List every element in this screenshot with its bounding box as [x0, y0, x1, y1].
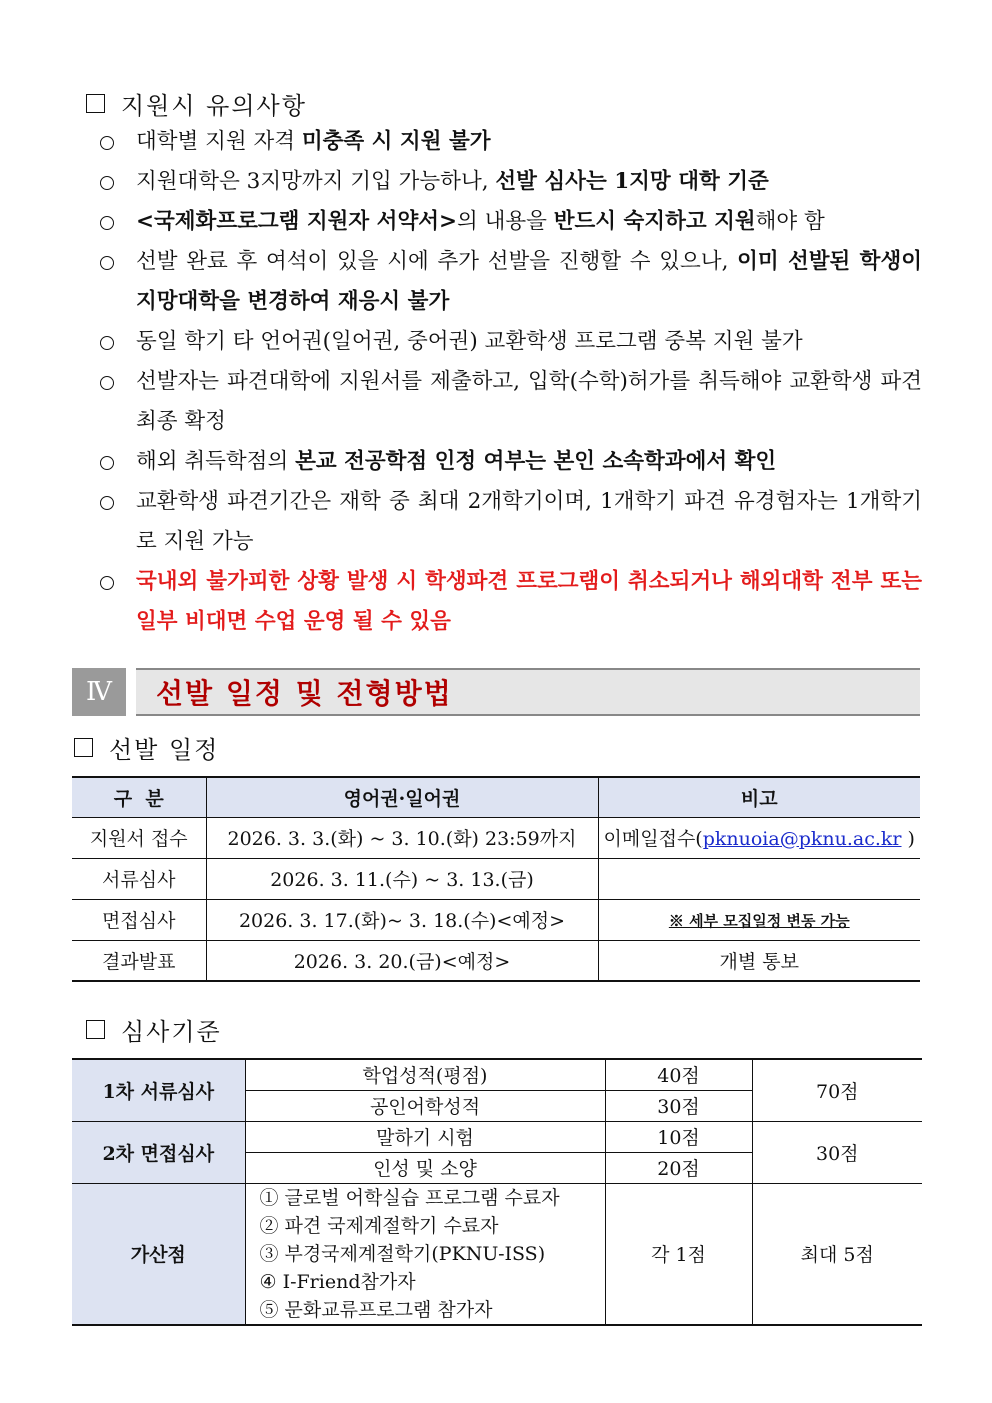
- row-date: 2026. 3. 17.(화)~ 3. 18.(수)<예정>: [206, 899, 598, 940]
- list-item-text: 지원대학은 3지망까지 기입 가능하나,: [136, 169, 496, 194]
- bullet-circle-icon: [100, 576, 114, 590]
- bonus-item: ⑤ 문화교류프로그램 참가자: [259, 1298, 493, 1321]
- list-item: [100, 322, 922, 362]
- row-note: [598, 899, 920, 940]
- checkbox-square-icon: [86, 1020, 105, 1039]
- list-item-text: 본교 전공학점 인정 여부는 본인 소속학과에서 확인: [295, 449, 777, 474]
- row-note: 개별 통보: [598, 940, 920, 981]
- bonus-label: 가산점: [72, 1183, 245, 1325]
- table-row: [72, 940, 920, 981]
- bonus-score: 각 1점: [605, 1183, 752, 1325]
- header-category: 구 분: [72, 777, 206, 817]
- bullet-circle-icon: [100, 336, 114, 350]
- header-period: 영어권·일어권: [206, 777, 598, 817]
- criteria-item: 공인어학성적: [245, 1090, 605, 1121]
- round1-total: 70점: [752, 1059, 922, 1121]
- list-item-text: <국제화프로그램 지원자 서약서>: [136, 209, 457, 234]
- table-row: [72, 1183, 922, 1325]
- table-row: [72, 858, 920, 899]
- schedule-heading-text: 선발 일정: [109, 736, 220, 764]
- row-label: 서류심사: [72, 858, 206, 899]
- criteria-score: 10점: [605, 1121, 752, 1152]
- round2-label: 2차 면접심사: [72, 1121, 245, 1183]
- schedule-change-note: ※ 세부 모집일정 변동 가능: [668, 911, 850, 930]
- list-item: [100, 202, 922, 242]
- table-row: [72, 1121, 922, 1152]
- bullet-circle-icon: [100, 136, 114, 150]
- list-item-text: 해야 함: [755, 209, 825, 234]
- bullet-circle-icon: [100, 376, 114, 390]
- checkbox-square-icon: [74, 738, 93, 757]
- list-item: [100, 362, 922, 442]
- criteria-score: 30점: [605, 1090, 752, 1121]
- list-item: [100, 242, 922, 322]
- header-note: 비고: [598, 777, 920, 817]
- table-header-row: [72, 777, 920, 817]
- bonus-item: ② 파견 국제계절학기 수료자: [259, 1214, 499, 1237]
- section-banner: [72, 668, 920, 716]
- list-item: [100, 122, 922, 162]
- row-label: 면접심사: [72, 899, 206, 940]
- email-link[interactable]: pknuoia@pknu.ac.kr: [702, 828, 902, 850]
- schedule-table: [72, 776, 920, 982]
- list-item-text: 선발자는 파견대학에 지원서를 제출하고, 입학(수학)허가를 취득해야 교환학생 파견 최종 확정: [136, 369, 922, 434]
- row-note: [598, 858, 920, 899]
- round1-label: 1차 서류심사: [72, 1059, 245, 1121]
- bonus-item: ④ I-Friend참가자: [259, 1270, 416, 1293]
- round2-total: 30점: [752, 1121, 922, 1183]
- bonus-items: [245, 1183, 605, 1325]
- criteria-score: 40점: [605, 1059, 752, 1090]
- criteria-item: 인성 및 소양: [245, 1152, 605, 1183]
- section-title: 선발 일정 및 전형방법: [136, 668, 920, 716]
- row-date: 2026. 3. 3.(화) ~ 3. 10.(화) 23:59까지: [206, 817, 598, 858]
- criteria-heading: [86, 1012, 222, 1047]
- row-date: 2026. 3. 20.(금)<예정>: [206, 940, 598, 981]
- bullet-circle-icon: [100, 216, 114, 230]
- criteria-table: [72, 1058, 922, 1326]
- list-item-text: 선발 완료 후 여석이 있을 시에 추가 선발을 진행할 수 있으나,: [136, 249, 738, 274]
- list-item-text: 대학별 지원 자격: [136, 129, 302, 154]
- list-item: [100, 562, 922, 642]
- list-item: [100, 162, 922, 202]
- list-item-text: 국내외 불가피한 상황 발생 시 학생파견 프로그램이 취소되거나 해외대학 전부 또는 일부 비대면 수업 운영 될 수 있음: [136, 569, 922, 634]
- row-label: 결과발표: [72, 940, 206, 981]
- row-note: [598, 817, 920, 858]
- criteria-heading-text: 심사기준: [121, 1018, 222, 1046]
- bonus-item: ① 글로벌 어학실습 프로그램 수료자: [259, 1186, 560, 1209]
- table-row: [72, 817, 920, 858]
- note-suffix: ): [901, 828, 915, 850]
- list-item: [100, 482, 922, 562]
- section-number: Ⅳ: [72, 668, 126, 716]
- bullet-circle-icon: [100, 176, 114, 190]
- list-item-text: 이미 선발된 학생이 지망대학을 변경하여 재응시 불가: [136, 249, 922, 314]
- bullet-circle-icon: [100, 496, 114, 510]
- bonus-item: ③ 부경국제계절학기(PKNU-ISS): [259, 1242, 546, 1265]
- table-row: [72, 1059, 922, 1090]
- bonus-max: 최대 5점: [752, 1183, 922, 1325]
- list-item-text: 선발 심사는 1지망 대학 기준: [495, 169, 769, 194]
- criteria-item: 말하기 시험: [245, 1121, 605, 1152]
- criteria-item: 학업성적(평점): [245, 1059, 605, 1090]
- checkbox-square-icon: [86, 94, 105, 113]
- list-item-text: 미충족 시 지원 불가: [301, 129, 491, 154]
- list-item-text: 반드시 숙지하고 지원: [553, 209, 756, 234]
- row-label: 지원서 접수: [72, 817, 206, 858]
- notes-list: [100, 122, 922, 642]
- list-item-text: 동일 학기 타 언어권(일어권, 중어권) 교환학생 프로그램 중복 지원 불가: [136, 329, 803, 354]
- table-row: [72, 899, 920, 940]
- list-item: [100, 442, 922, 482]
- list-item-text: 해외 취득학점의: [136, 449, 296, 474]
- notes-heading-text: 지원시 유의사항: [121, 92, 307, 120]
- bullet-circle-icon: [100, 256, 114, 270]
- list-item-text: 의 내용을: [457, 209, 554, 234]
- bullet-circle-icon: [100, 456, 114, 470]
- row-date: 2026. 3. 11.(수) ~ 3. 13.(금): [206, 858, 598, 899]
- notes-heading: [86, 86, 307, 121]
- schedule-heading: [74, 730, 219, 765]
- list-item-text: 교환학생 파견기간은 재학 중 최대 2개학기이며, 1개학기 파견 유경험자는 1개학기로 지원 가능: [136, 489, 922, 554]
- criteria-score: 20점: [605, 1152, 752, 1183]
- note-prefix: 이메일접수(: [603, 828, 703, 850]
